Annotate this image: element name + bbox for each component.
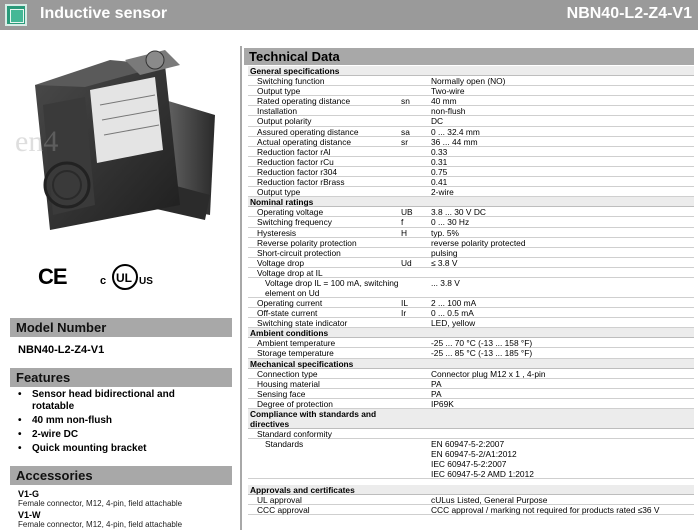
spec-label: Reduction factor rCu [257,156,334,167]
spec-label: Voltage drop at IL [257,267,323,278]
spec-label: Switching state indicator [257,318,348,329]
model-number-value: NBN40-L2-Z4-V1 [18,344,105,356]
cul-us-prefix: c [100,275,107,287]
spec-label: Voltage drop IL = 100 mA, switching element on Ud [265,277,399,298]
spec-row [248,298,694,308]
watermark: en4 [15,125,59,158]
spec-row [248,177,694,187]
spec-value: EN 60947-5-2:2007 EN 60947-5-2/A1:2012 IEC 60947-5-2:2007 IEC 60947-5-2 AMD 1:2012 [431,439,534,480]
spec-symbol: UB [401,207,413,218]
spec-value: 0 ... 0.5 mA [431,308,474,319]
spec-row [248,76,694,86]
section-title-row [248,328,694,338]
feature-item: • 40 mm non-flush [18,415,203,427]
section-title-row [248,409,694,429]
spec-label: Reduction factor rAl [257,146,331,157]
spec-value: 0 ... 32.4 mm [431,126,480,137]
section-title: Ambient conditions [250,328,329,339]
accessory-code[interactable]: V1-W [18,510,41,520]
spec-row [248,147,694,157]
page-title: Inductive sensor [40,5,168,22]
spec-row [248,96,694,106]
section-title: General specifications [250,66,340,76]
feature-item: • Sensor head bidirectional and rotatable [18,389,203,413]
spec-label: Rated operating distance [257,96,351,107]
spec-label: CCC approval [257,505,310,516]
header-model-number: NBN40-L2-Z4-V1 [566,5,692,22]
spec-label: Reverse polarity protection [257,237,357,248]
spec-symbol: f [401,217,404,228]
spec-value: ≤ 3.8 V [431,257,458,268]
spec-value: pulsing [431,247,458,258]
spec-label: Installation [257,106,298,117]
spec-label: Sensing face [257,388,306,399]
spec-label: Short-circuit protection [257,247,341,258]
spec-value: cULus Listed, General Purpose [431,495,548,506]
spec-label: Reduction factor rBrass [257,177,345,188]
spec-label: Hysteresis [257,227,297,238]
cul-us-mark-text: UL [116,271,132,285]
spec-row [248,278,694,298]
spec-label: Degree of protection [257,398,333,409]
spec-row [248,258,694,268]
section-title: Approvals and certificates [250,485,355,496]
spec-value: IP69K [431,398,454,409]
spec-value: PA [431,388,442,399]
ce-mark-icon: CE [38,264,67,289]
spec-row [248,348,694,358]
spec-value: Connector plug M12 x 1 , 4-pin [431,368,546,379]
spec-value: Normally open (NO) [431,76,506,87]
spec-label: Output polarity [257,116,312,127]
spec-label: Output type [257,86,301,97]
spec-label: Voltage drop [257,257,305,268]
spec-row [248,217,694,227]
spec-row [248,167,694,177]
cul-us-suffix: US [139,276,153,287]
header-bar [0,0,698,30]
spec-row [248,268,694,278]
spec-label: Operating current [257,297,323,308]
spec-row [248,157,694,167]
spec-label: Actual operating distance [257,136,352,147]
spec-label: Switching function [257,76,325,87]
feature-item: • Quick mounting bracket [18,443,203,455]
features-list [18,389,203,457]
spec-label: Housing material [257,378,320,389]
spec-value: -25 ... 85 °C (-13 ... 185 °F) [431,348,533,359]
spec-symbol: Ud [401,257,412,268]
spec-row [248,248,694,258]
spec-value: 0.31 [431,156,448,167]
spec-row [248,116,694,126]
spec-row [248,86,694,96]
spec-row [248,379,694,389]
accessories-heading: Accessories [10,466,232,485]
section-title-row [248,359,694,369]
spec-row [248,137,694,147]
spec-symbol: sr [401,136,408,147]
spec-value: Two-wire [431,86,465,97]
spec-value: 0.33 [431,146,448,157]
spec-value: 0.41 [431,177,448,188]
section-title: Compliance with standards and directives [250,409,377,429]
product-image [15,45,230,245]
spec-row [248,238,694,248]
spec-value: ... 3.8 V [431,277,460,288]
brand-logo-icon [5,4,27,26]
spec-label: UL approval [257,495,302,506]
spec-label: Ambient temperature [257,338,336,349]
spec-row [248,495,694,505]
section-title-row [248,66,694,76]
spec-label: Connection type [257,368,318,379]
spec-row [248,389,694,399]
spec-value: -25 ... 70 °C (-13 ... 158 °F) [431,338,533,349]
spec-row [248,399,694,409]
spec-label: Output type [257,187,301,198]
spec-symbol: H [401,227,408,238]
spec-symbol: sa [401,126,410,137]
technical-data-table [248,66,694,515]
features-heading: Features [10,368,232,387]
spec-symbol: IL [401,297,408,308]
spec-value: reverse polarity protected [431,237,526,248]
spec-label: Reduction factor r304 [257,166,338,177]
spec-row [248,338,694,348]
spec-value: LED, yellow [431,318,476,329]
spec-label: Standard conformity [257,429,332,439]
spec-label: Standards [265,439,304,450]
spec-row [248,228,694,238]
spec-value: PA [431,378,442,389]
spec-value: 40 mm [431,96,457,107]
accessory-description: Female connector, M12, 4-pin, field attachable [18,520,183,529]
technical-data-heading: Technical Data [244,48,694,65]
spec-value: 2 ... 100 mA [431,297,477,308]
spec-row [248,187,694,197]
section-title-row [248,197,694,207]
accessory-description: Female connector, M12, 4-pin, field attachable [18,499,183,508]
spec-value: DC [431,116,444,127]
spec-value: 36 ... 44 mm [431,136,478,147]
spec-symbol: sn [401,96,410,107]
section-title: Nominal ratings [250,197,314,208]
accessory-code[interactable]: V1-G [18,489,40,499]
spec-label: Off-state current [257,308,318,319]
spec-value: 2-wire [431,187,454,198]
spec-row [248,308,694,318]
feature-item: • 2-wire DC [18,429,203,441]
spec-symbol: Ir [401,308,407,319]
spec-label: Assured operating distance [257,126,359,137]
spec-value: 0 ... 30 Hz [431,217,470,228]
spec-row [248,318,694,328]
cul-us-mark-icon [100,262,160,292]
model-number-heading: Model Number [10,318,232,337]
spec-row [248,505,694,515]
spec-value: typ. 5% [431,227,459,238]
spec-value: non-flush [431,106,466,117]
spec-label: Switching frequency [257,217,332,228]
spec-row [248,429,694,439]
spec-label: Operating voltage [257,207,324,218]
section-title-row [248,485,694,495]
spec-row [248,106,694,116]
spec-row [248,127,694,137]
column-divider [240,46,242,530]
section-title: Mechanical specifications [250,358,354,369]
spec-value: CCC approval / marking not required for products rated ≤36 V [431,505,660,516]
spec-value: 0.75 [431,166,448,177]
spec-value: 3.8 ... 30 V DC [431,207,486,218]
spec-label: Storage temperature [257,348,334,359]
spec-row [248,439,694,479]
spec-row [248,207,694,217]
spec-row [248,369,694,379]
